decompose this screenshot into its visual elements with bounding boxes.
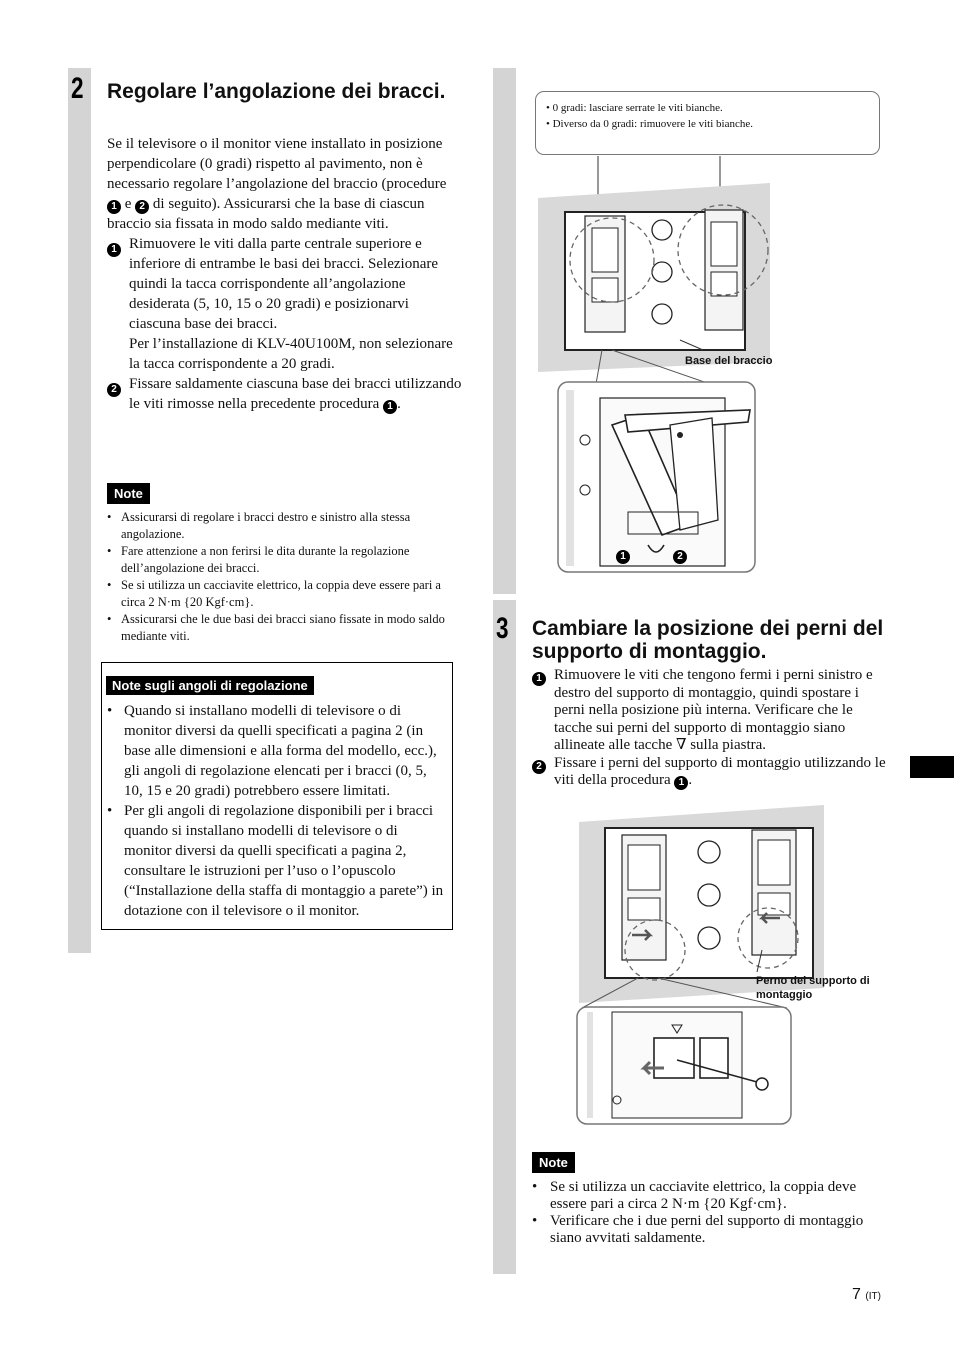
figure-marker-1: 1 [616,550,630,564]
screws-callout [535,91,880,155]
step2-figure-bar [493,68,516,594]
note-item: • Assicurarsi di regolare i bracci destro e sinistro alla stessa angolazione. [107,509,462,543]
language-tab [910,756,954,778]
marker-1: 1 [674,776,688,790]
marker-2: 2 [107,383,121,397]
note-item: • Fare attenzione a non ferirsi le dita durante la regolazione dell’angolazione dei bracci. [107,543,462,577]
note-item: • Verificare che i due perni del supporto di montaggio siano avvitati saldamente. [532,1213,888,1247]
step2-note-label: Note [107,483,150,504]
step3-sub2: 2 Fissare i perni del supporto di montaggio utilizzando le viti della procedura 1 . [532,755,887,791]
note-item: • Assicurarsi che le due basi dei bracci siano fissate in modo saldo mediante viti. [107,611,462,645]
step2-sub1-extra: Per l’installazione di KLV-40U100M, non selezionare la tacca corrispondente a 20 gradi. [129,336,453,372]
note-item: • Se si utilizza un cacciavite elettrico, la coppia deve essere pari a circa 2 N·m {20 Kgf·cm}. [532,1179,888,1213]
arm-base-label: Base del braccio [685,355,773,367]
figure-marker-2: 2 [673,550,687,564]
marker-1: 1 [383,400,397,414]
angles-note-item: • Quando si installano modelli di televisore o di monitor diversi da quelli specificati a pagina 2 (in base alle dimensioni e alla forma del modello, ecc.), gli angoli di regolazione elencati per i bracci (0, 5, 10, 15 e 20 gradi) potrebbero essere limitati. [107,701,447,801]
marker-1: 1 [107,200,121,214]
step3-number: 3 [496,612,509,645]
step2-title: Regolare l’angolazione dei bracci. [107,80,446,103]
step3-note-label: Note [532,1152,575,1173]
marker-1: 1 [532,672,546,686]
step2-number: 2 [71,72,84,105]
step2-notes [107,509,462,645]
step3-body [532,667,887,790]
angles-note-label: Note sugli angoli di regolazione [106,676,314,695]
callout-line-1: • 0 gradi: lasciare serrate le viti bianche. [546,102,723,114]
angles-note-list [107,701,447,921]
step2-sub2: 2 Fissare saldamente ciascuna base dei bracci utilizzando le viti rimosse nella precedente procedura 1 . [107,374,463,414]
step3-side-bar [493,600,516,1274]
mounting-pin-label: Perno del supporto di montaggio [756,975,870,1001]
step3-title: Cambiare la posizione dei perni del supporto di montaggio. [532,617,884,663]
step2-body [107,134,463,414]
step3-notes [532,1179,888,1247]
step2-side-bar [68,68,91,953]
marker-1: 1 [107,243,121,257]
marker-2: 2 [532,760,546,774]
step3-sub1: 1 Rimuovere le viti che tengono fermi i perni sinistro e destro del supporto di montaggio, quindi spostare i perni nella posizione più interna. Verificare che le tacche sui perni del supporto di montaggio siano allineate alle tacche ∇ sulla piastra. [532,667,887,755]
page-number: 7 (IT) [852,1286,881,1303]
marker-2: 2 [135,200,149,214]
mounting-pin-figure [572,800,832,1130]
angles-note-item: • Per gli angoli di regolazione disponibili per i bracci quando si installano modelli di televisore o di monitor diversi da quelli specificati a pagina 2, consultare le istruzioni per l’uso o l’opuscolo (“Installazione della staffa di montaggio a parete”) in dotazione con il televisore o il monitor. [107,801,447,921]
step2-sub1: 1 Rimuovere le viti dalla parte centrale superiore e inferiore di entrambe le basi dei bracci. Selezionare quindi la tacca corrispondente all’angolazione desiderata (5, 10, 15 o 20 gradi) e posizionarvi ciascuna base dei bracci. Per l’installazione di KLV-40U100M, non selezionare la tacca corrispondente a 20 gradi. [107,234,463,374]
callout-line-2: • Diverso da 0 gradi: rimuovere le viti bianche. [546,118,753,130]
step2-intro: Se il televisore o il monitor viene installato in posizione perpendicolare (0 gradi) rispetto al pavimento, non è necessario regolare l’angolazione del braccio (procedure 1 e 2 di seguito). Assicurarsi che la base di ciascun braccio sia fissata in modo saldo mediante viti. [107,136,447,232]
note-item: • Se si utilizza un cacciavite elettrico, la coppia deve essere pari a circa 2 N·m {20 Kgf·cm}. [107,577,462,611]
